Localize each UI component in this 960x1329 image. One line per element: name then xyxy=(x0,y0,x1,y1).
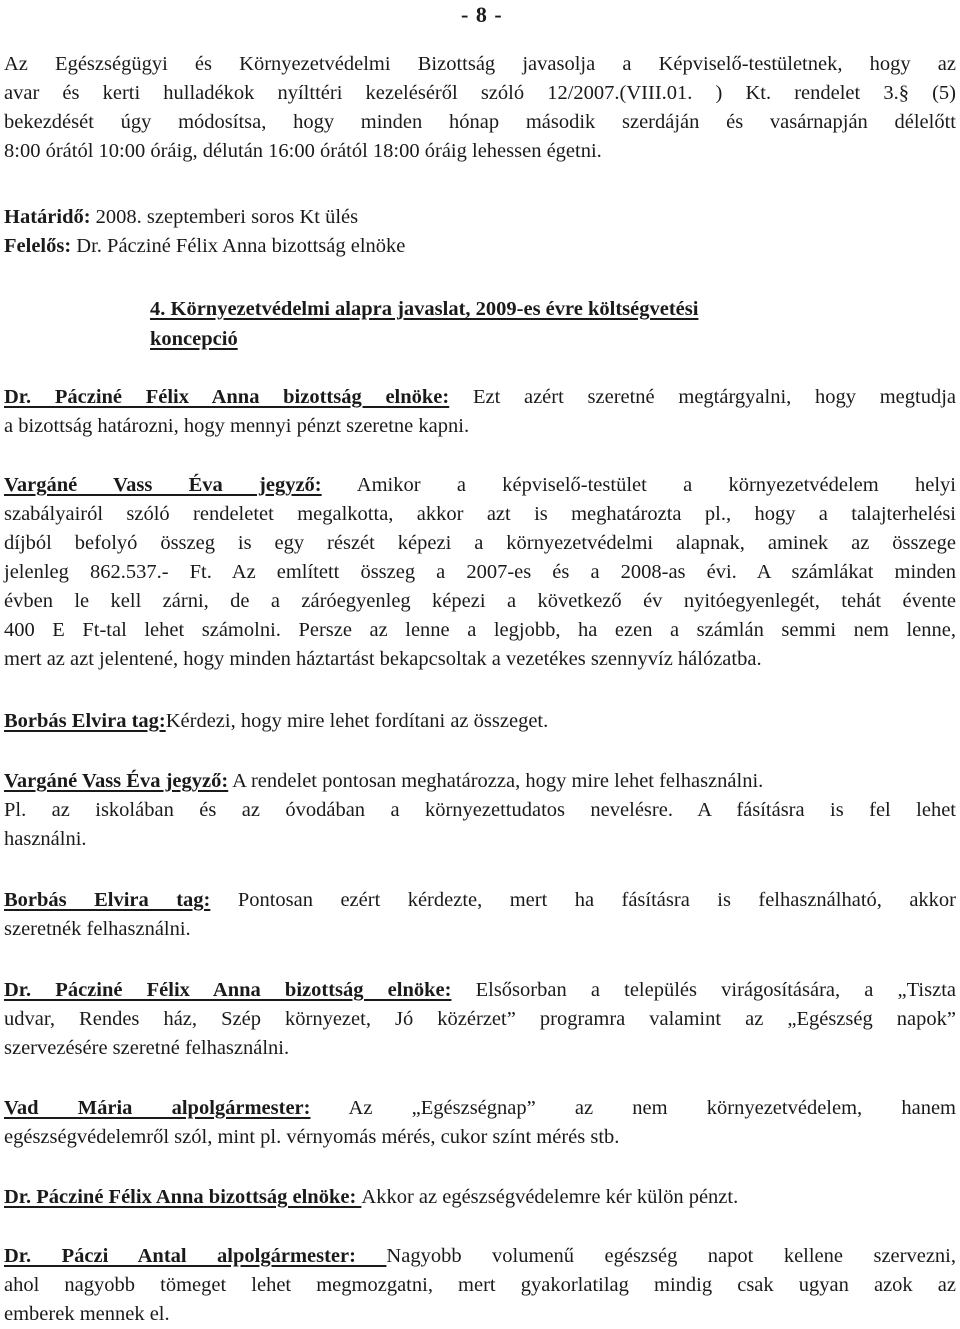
statement-text: Ezt azért szeretné megtárgyalni, hogy megtudja xyxy=(449,386,956,408)
deadline-value: 2008. szeptemberi soros Kt ülés xyxy=(90,206,359,228)
speaker-name: Dr. Pácziné Félix Anna bizottság elnöke: xyxy=(4,386,450,408)
statement-text: Amikor a képviselő-testület a környezetvédelem helyi xyxy=(321,474,956,496)
paragraph-line: szeretnék felhasználni. xyxy=(4,918,191,940)
paragraph-line xyxy=(4,767,956,796)
paragraph-line: Pl. az iskolában és az óvodában a környezettudatos nevelésre. A fásításra is fel lehet xyxy=(4,799,956,821)
speaker-name: Dr. Páczi Antal alpolgármester: xyxy=(4,1245,387,1267)
statement xyxy=(4,976,956,1063)
speaker-name: Vargáné Vass Éva jegyző: xyxy=(4,770,229,792)
speaker-name: Vargáné Vass Éva jegyző: xyxy=(4,474,322,496)
speaker-name: Borbás Elvira tag: xyxy=(4,889,211,911)
speaker-name: Vad Mária alpolgármester: xyxy=(4,1097,311,1119)
page-number: - 8 - xyxy=(461,2,503,27)
speaker-name: Dr. Pácziné Félix Anna bizottság elnöke: xyxy=(4,979,452,1001)
paragraph-line: ahol nagyobb tömeget lehet megmozgatni, mert gyakorlatilag mindig csak ugyan azok az xyxy=(4,1274,956,1296)
paragraph-line: szervezésére szeretné felhasználni. xyxy=(4,1037,290,1059)
agenda-item-heading xyxy=(150,294,698,354)
agenda-heading-line: koncepció xyxy=(150,328,238,350)
paragraph-line: jelenleg 862.537.- Ft. Az említett összeg a 2007-es és a 2008-as évi. A számlákat minden xyxy=(4,561,956,583)
paragraph-line: a bizottság határozni, hogy mennyi pénzt szeretne kapni. xyxy=(4,415,470,437)
paragraph-line: udvar, Rendes ház, Szép környezet, Jó közérzet” programra valamint az „Egészség napok” xyxy=(4,1008,956,1030)
paragraph-line: Az Egészségügyi és Környezetvédelmi Bizottság javasolja a Képviselő-testületnek, hogy az xyxy=(4,53,956,75)
paragraph-line: használni. xyxy=(4,828,87,850)
paragraph-line: 8:00 órától 10:00 óráig, délután 16:00 órától 18:00 óráig lehessen égetni. xyxy=(4,140,602,162)
paragraph-line xyxy=(4,1242,956,1271)
paragraph-line: mert az azt jelentené, hogy minden háztartást bekapcsoltak a vezetékes szennyvíz hálózatba. xyxy=(4,648,762,670)
responsible-label: Felelős: xyxy=(4,235,72,257)
statement xyxy=(4,707,956,736)
agenda-heading-line: 4. Környezetvédelmi alapra javaslat, 2009-es évre költségvetési xyxy=(150,298,699,320)
statement-text: Kérdezi, hogy mire lehet fordítani az összeget. xyxy=(165,710,549,732)
deadline-label: Határidő: xyxy=(4,206,91,228)
paragraph-line: emberek mennek el. xyxy=(4,1303,170,1325)
responsible-value: Dr. Pácziné Félix Anna bizottság elnöke xyxy=(71,235,406,257)
paragraph-line xyxy=(4,886,956,915)
statement-text: Nagyobb volumenű egészség napot kellene szervezni, xyxy=(386,1245,956,1267)
paragraph-line xyxy=(4,471,956,500)
statement xyxy=(4,1183,956,1212)
paragraph-line: egészségvédelemről szól, mint pl. vérnyomás mérés, cukor színt mérés stb. xyxy=(4,1126,620,1148)
speaker-name: Dr. Pácziné Félix Anna bizottság elnöke: xyxy=(4,1186,362,1208)
statement xyxy=(4,1094,956,1152)
statement-text: Pontosan ezért kérdezte, mert ha fásításra is felhasználható, akkor xyxy=(210,889,957,911)
statement-text: Az „Egészségnap” az nem környezetvédelem, hanem xyxy=(310,1097,956,1119)
statement xyxy=(4,471,956,674)
statement-text: Akkor az egészségvédelemre kér külön pénzt. xyxy=(361,1186,739,1208)
paragraph-line: díjból befolyó összeg is egy részét képezi a környezetvédelmi alapnak, aminek az összege xyxy=(4,532,956,554)
paragraph-line: avar és kerti hulladékok nyílttéri kezeléséről szóló 12/2007.(VIII.01. ) Kt. rendelet 3.§ (5) xyxy=(4,82,956,104)
paragraph-line: szabályairól szóló rendeletet megalkotta, akkor azt is meghatározta pl., hogy a talajterhelési xyxy=(4,503,956,525)
statement xyxy=(4,886,956,944)
statement-text: A rendelet pontosan meghatározza, hogy mire lehet felhasználni. xyxy=(228,770,764,792)
paragraph-line xyxy=(4,1094,956,1123)
paragraph-line: 400 E Ft-tal lehet számolni. Persze az lenne a legjobb, ha ezen a számlán semmi nem lenne, xyxy=(4,619,956,641)
statement xyxy=(4,767,956,854)
paragraph-line: évben le kell zárni, de a záróegyenleg képezi a következő év nyitóegyenlegét, tehát évente xyxy=(4,590,956,612)
speaker-name: Borbás Elvira tag: xyxy=(4,710,166,732)
responsible-line xyxy=(4,232,956,261)
deadline-line xyxy=(4,203,956,232)
paragraph-line xyxy=(4,383,956,412)
paragraph-line: bekezdését úgy módosítsa, hogy minden hónap második szerdáján és vasárnapján délelőtt xyxy=(4,111,956,133)
paragraph-line xyxy=(4,976,956,1005)
statement xyxy=(4,383,956,441)
statement-text: Elsősorban a település virágosítására, a „Tiszta xyxy=(451,979,956,1001)
proposal-paragraph xyxy=(4,50,956,166)
statement xyxy=(4,1242,956,1329)
